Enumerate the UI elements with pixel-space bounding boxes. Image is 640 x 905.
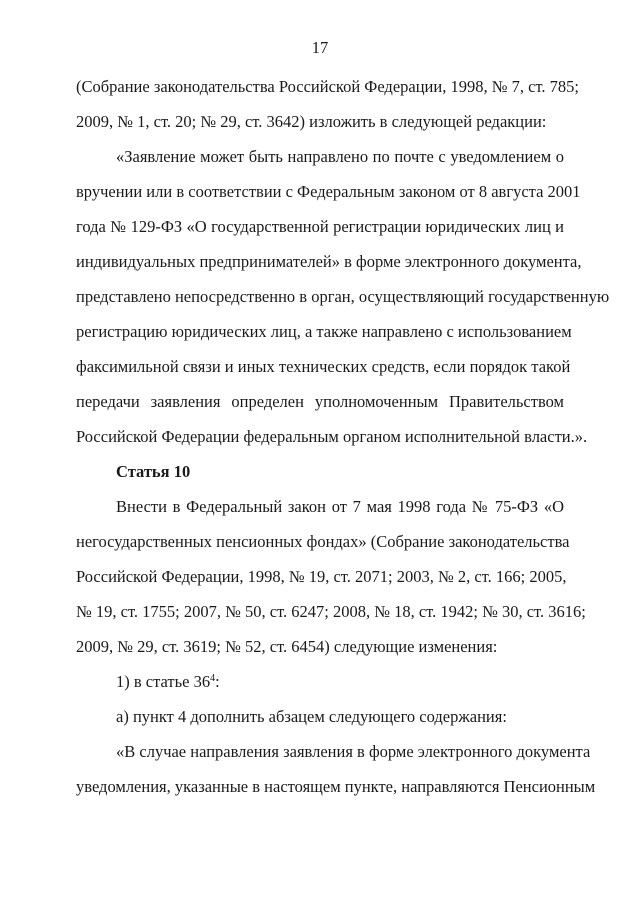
quote-line-6: регистрацию юридических лиц, а также направлено с использованием <box>76 322 572 341</box>
article-line-1: Внести в Федеральный закон от 7 мая 1998 года № 75-ФЗ «О <box>116 497 564 516</box>
page-number: 17 <box>311 38 329 57</box>
quote-line-5: представлено непосредственно в орган, осуществляющий государственную <box>76 287 610 306</box>
article-line-4: № 19, ст. 1755; 2007, № 50, ст. 6247; 2008, № 18, ст. 1942; № 30, ст. 3616; <box>76 602 586 621</box>
article-line-3: Российской Федерации, 1998, № 19, ст. 2071; 2003, № 2, ст. 166; 2005, <box>76 567 567 586</box>
item-1-line <box>116 671 564 693</box>
item-1-text: 1) в статье 36 <box>116 672 211 691</box>
quote2-line-1: «В случае направления заявления в форме электронного документа <box>116 742 591 761</box>
quote-line-3: года № 129-ФЗ «О государственной регистрации юридических лиц и <box>76 217 564 236</box>
article-line-2: негосударственных пенсионных фондах» (Собрание законодательства <box>76 532 570 551</box>
article-heading: Статья 10 <box>116 462 191 481</box>
item-1-suffix: : <box>215 672 220 691</box>
text-line-1: (Собрание законодательства Российской Федерации, 1998, № 7, ст. 785; <box>76 77 579 96</box>
quote-line-7: факсимильной связи и иных технических средств, если порядок такой <box>76 357 571 376</box>
item-1-superscript: 4 <box>210 673 216 684</box>
quote-line-2: вручении или в соответствии с Федеральным законом от 8 августа 2001 <box>76 182 581 201</box>
article-line-5: 2009, № 29, ст. 3619; № 52, ст. 6454) следующие изменения: <box>76 637 498 656</box>
subitem-a-line: а) пункт 4 дополнить абзацем следующего содержания: <box>116 707 507 726</box>
quote-line-9: Российской Федерации федеральным органом исполнительной власти.». <box>76 427 588 446</box>
quote-line-1: «Заявление может быть направлено по почте с уведомлением о <box>116 147 564 166</box>
quote-line-4: индивидуальных предпринимателей» в форме электронного документа, <box>76 252 582 271</box>
quote2-line-2: уведомления, указанные в настоящем пункте, направляются Пенсионным <box>76 777 596 796</box>
text-line-2: 2009, № 1, ст. 20; № 29, ст. 3642) изложить в следующей редакции: <box>76 112 547 131</box>
quote-line-8: передачи заявления определен уполномоченным Правительством <box>76 392 564 411</box>
